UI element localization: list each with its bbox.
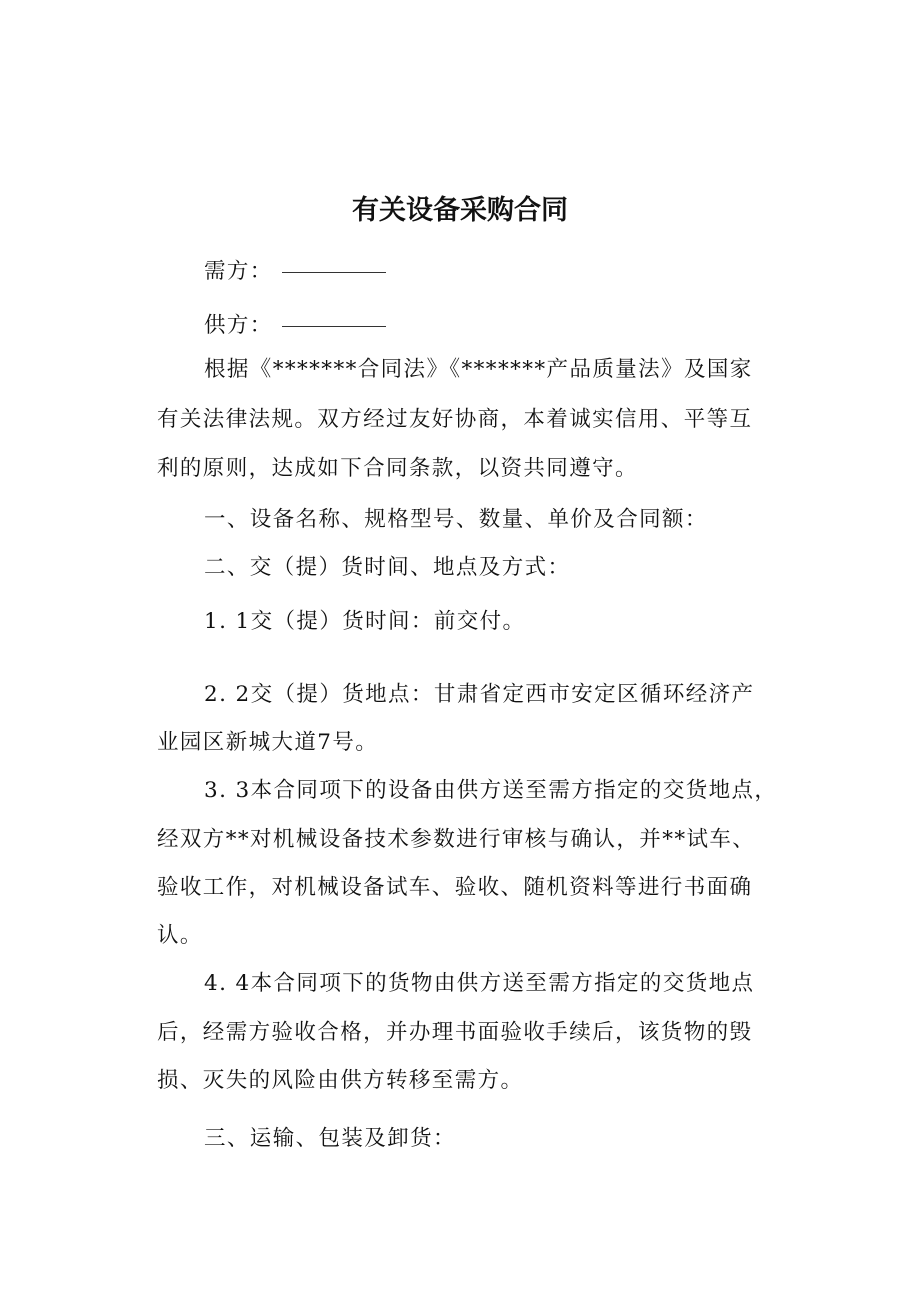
buyer-blank-line bbox=[282, 272, 386, 273]
supplier-label: 供方： bbox=[204, 313, 273, 338]
section-heading: 三、运输、包装及卸货： bbox=[204, 1126, 456, 1151]
supplier-blank-line bbox=[282, 326, 386, 327]
clause-line: 损、灭失的风险由供方转移至需方。 bbox=[157, 1068, 524, 1093]
section-heading: 一、设备名称、规格型号、数量、单价及合同额： bbox=[204, 507, 708, 532]
clause-line: 经双方**对机械设备技术参数进行审核与确认，并**试车、 bbox=[157, 827, 756, 852]
paragraph-line: 有关法律法规。双方经过友好协商，本着诚实信用、平等互 bbox=[157, 407, 753, 432]
clause-line: 2. 2交（提）货地点：甘肃省定西市安定区循环经济产 bbox=[204, 682, 755, 707]
section-heading: 二、交（提）货时间、地点及方式： bbox=[204, 555, 571, 580]
clause-line: 业园区新城大道7号。 bbox=[157, 730, 379, 755]
paragraph-line: 利的原则，达成如下合同条款，以资共同遵守。 bbox=[157, 456, 638, 481]
clause-line: 认。 bbox=[157, 923, 203, 948]
clause-line: 后，经需方验收合格，并办理书面验收手续后，该货物的毁 bbox=[157, 1020, 753, 1045]
document-title: 有关设备采购合同 bbox=[352, 195, 568, 226]
clause-line: 验收工作，对机械设备试车、验收、随机资料等进行书面确 bbox=[157, 875, 753, 900]
clause-line: 4. 4本合同项下的货物由供方送至需方指定的交货地点 bbox=[204, 971, 755, 996]
buyer-label: 需方： bbox=[204, 259, 273, 284]
clause-line: 1. 1交（提）货时间：前交付。 bbox=[204, 609, 526, 634]
paragraph-line: 根据《*******合同法》《*******产品质量法》及国家 bbox=[204, 357, 753, 382]
clause-line: 3. 3本合同项下的设备由供方送至需方指定的交货地点， bbox=[204, 778, 778, 803]
